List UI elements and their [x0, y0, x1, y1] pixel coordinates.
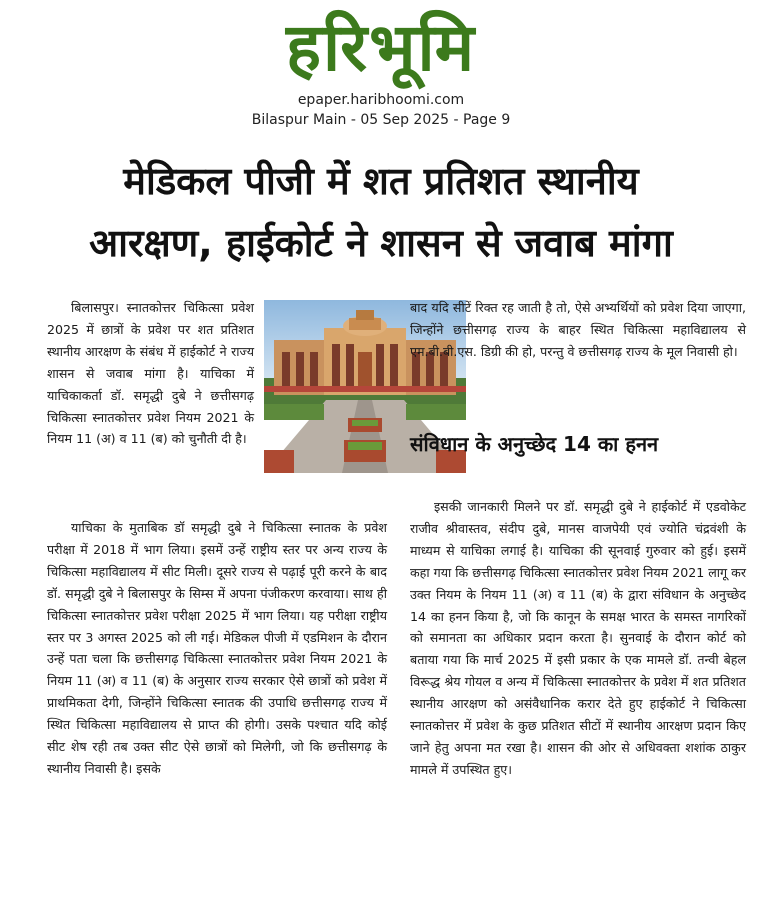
paragraph-intro: बिलासपुर। स्नातकोत्तर चिकित्सा प्रवेश 2025 में छात्रों के प्रवेश पर शत प्रतिशत स्थानीय आरक्षण के संबंध में हाईकोर्ट ने राज्य शासन से जवाब मांगा है। याचिका में याचिकाकर्ता डॉ. समृद्धी दुबे ने छत्तीसगढ़ चिकित्सा स्नातकोत्तर प्रवेश नियम 2021 के नियम 11 (अ) व 11 (ब) को चुनौती दी है। [47, 300, 254, 447]
headline-line-2: आरक्षण, हाईकोर्ट ने शासन से जवाब मांगा [89, 221, 673, 265]
article-column-1-continued [47, 517, 387, 780]
article-column-1 [47, 297, 254, 450]
paragraph-hearing: इसकी जानकारी मिलने पर डॉ. समृद्धी दुबे ने हाईकोर्ट में एडवोकेट राजीव श्रीवास्तव, संदीप दुबे, मानस वाजपेयी एवं ज्योति चंद्रवंशी के माध्यम से याचिका लगाई है। याचिका की सूनवाई गुरुवार को हुई। इसमें कहा गया कि छत्तीसगढ़ चिकित्सा स्नातकोत्तर प्रवेश नियम 2021 लागू कर उक्त नियम के नियम 11 (अ) व 11 (ब) के द्वारा संविधान के अनुच्छेद 14 का हनन किया है, जो कि कानून के समक्ष भारत के समस्त नागरिकों को समानता का अधिकार प्रदान करता है। सुनवाई के दौरान कोर्ट को बताया गया कि मार्च 2025 में इसी प्रकार के एक मामले डॉ. तन्वी बेहल विरूद्ध श्रेय गोयल व अन्य में चिकित्सा स्नातकोत्तर के प्रवेश में शत प्रतिशत स्थानीय आरक्षण को असंवैधानिक करार देते हुए हाईकोर्ट ने चिकित्सा स्नातकोत्तर में प्रवेश के कुछ प्रतिशत सीटों में स्थानीय आरक्षण प्रदान किए जाने हेतु अपना मत रखा है। शासन की ओर से अधिवक्ता शशांक ठाकुर मामले में उपस्थित हुए। [410, 499, 746, 777]
edition-info: Bilaspur Main - 05 Sep 2025 - Page 9 [251, 112, 511, 128]
headline [20, 150, 742, 274]
section-subheading: संविधान के अनुच्छेद 14 का हनन [410, 432, 659, 456]
newspaper-logo: हरिभूमि [285, 9, 477, 86]
article-column-2-continued [410, 496, 746, 781]
paragraph-petition: याचिका के मुताबिक डॉ समृद्धी दुबे ने चिकित्सा स्नातक के प्रवेश परीक्षा में 2018 में भाग लिया। इसमें उन्हें राष्ट्रीय स्तर पर अन्य राज्य के चिकित्सा महाविद्यालय में सीट मिली। दूसरे राज्य से पढ़ाई पूरी करने के बाद डॉ. समृद्धी दुबे ने बिलासपुर के सिम्स में अपना पंजीकरण करवाया। साथ ही चिकित्सा स्नातकोत्तर प्रवेश परीक्षा 2025 में भाग लिया। यह परीक्षा राष्ट्रीय स्तर पर 3 अगस्त 2025 को ली गई। मेडिकल पीजी में एडमिशन के दौरान उन्हें पता चला कि छत्तीसगढ़ चिकित्सा स्नातकोत्तर प्रवेश नियम 2021 के नियम 11 (अ) व 11 (ब) के अनुसार राज्य सरकार ऐसे छात्रों को प्रवेश में प्राथमिकता देगी, जिन्होंने चिकित्सा स्नातक की उपाधि छत्तीसगढ़ राज्य में स्थित चिकित्सा महाविद्यालय से प्राप्त की होगी। उसके पश्चात यदि कोई सीट शेष रही तब उक्त सीट ऐसे छात्रों को मिलेगी, जो कि छत्तीसगढ़ के स्थानीय निवासी है। इसके [47, 520, 387, 776]
headline-line-1: मेडिकल पीजी में शत प्रतिशत स्थानीय [123, 159, 639, 203]
epaper-url[interactable]: epaper.haribhoomi.com [297, 92, 465, 108]
paragraph-petition-continued: बाद यदि सीटें रिक्त रह जाती है तो, ऐसे अभ्यर्थियों को प्रवेश दिया जाएगा, जिन्होंने छत्तीसगढ़ राज्य के बाहर स्थित चिकित्सा महाविद्यालय से एम.बी.बी.एस. डिग्री की हो, परन्तु वे छत्तीसगढ़ राज्य के मूल निवासी हो। [410, 300, 746, 359]
masthead [0, 6, 762, 90]
article-column-2 [410, 297, 746, 363]
